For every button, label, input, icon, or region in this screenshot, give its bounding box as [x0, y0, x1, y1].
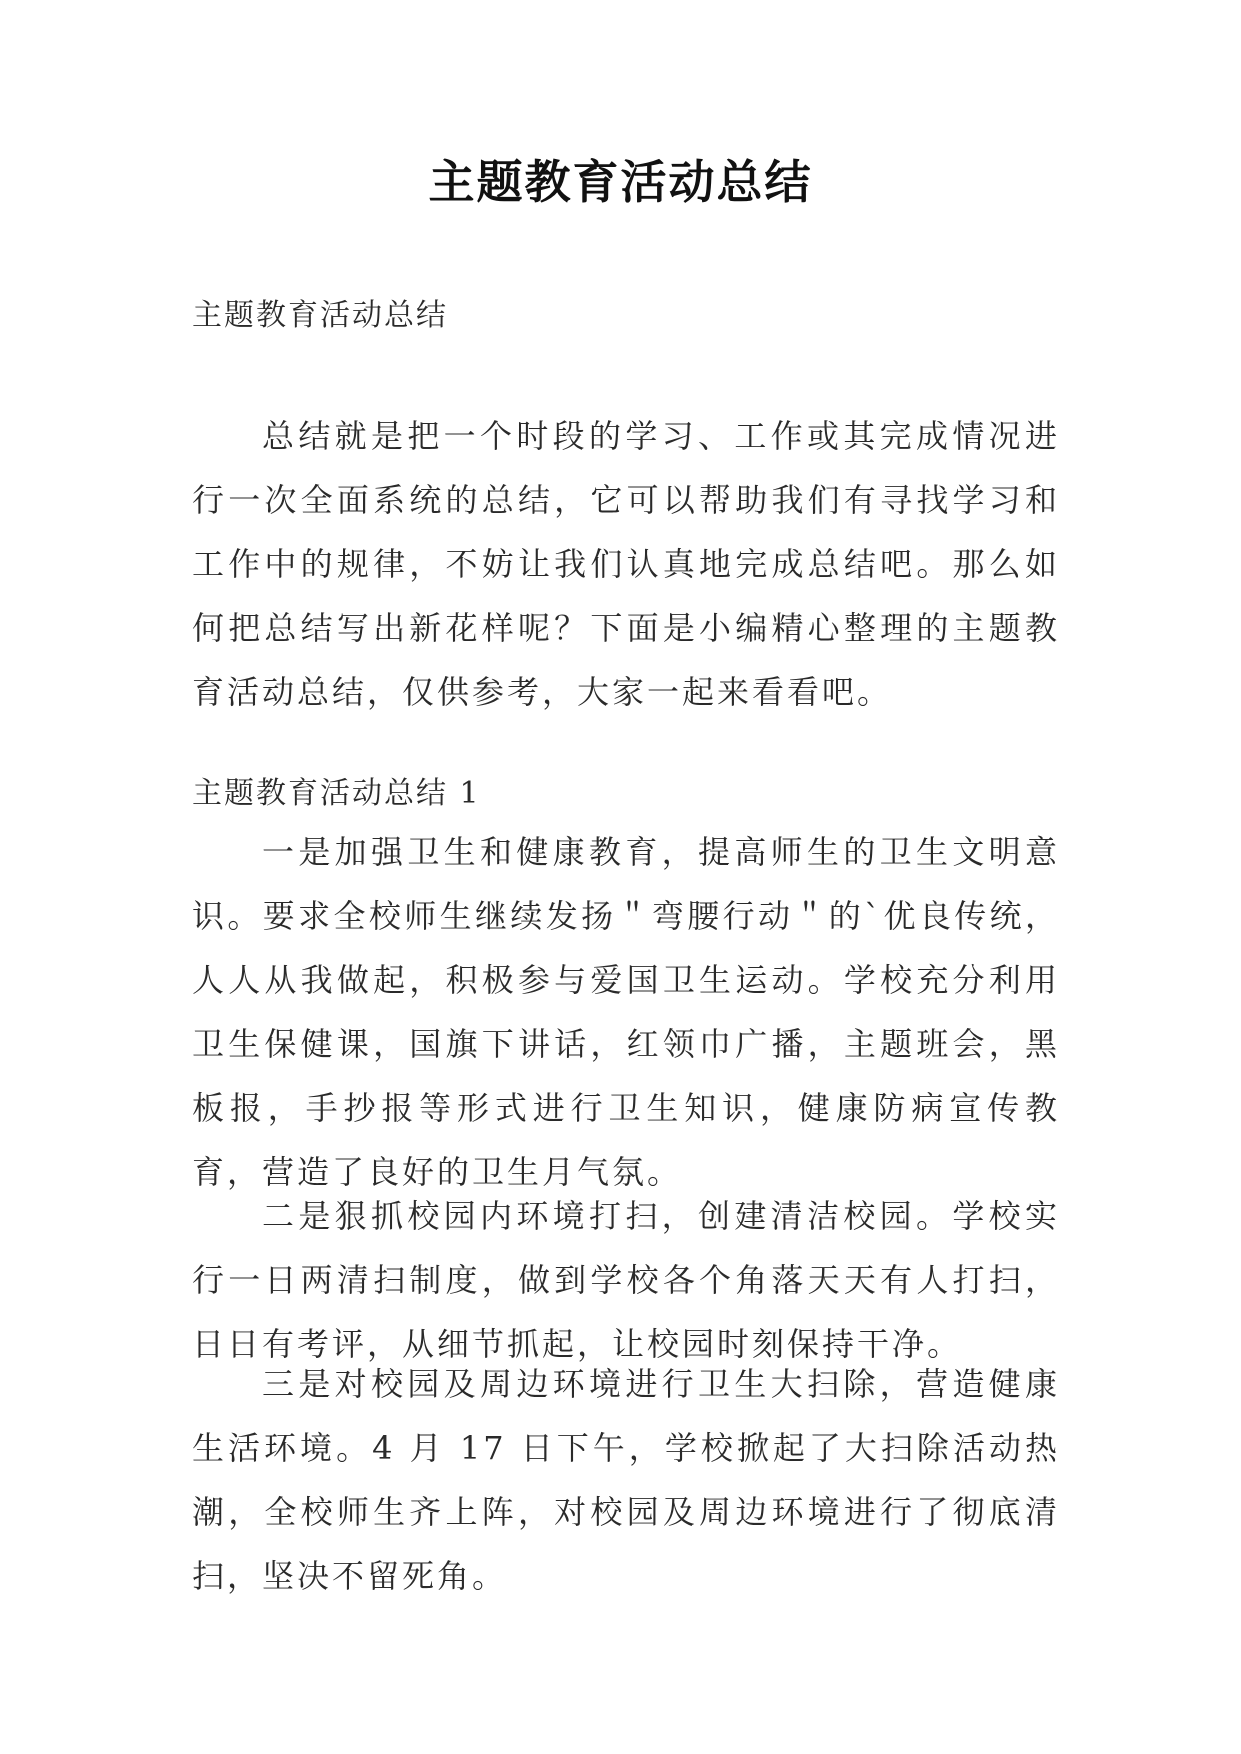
section-paragraph-2: 二是狠抓校园内环境打扫，创建清洁校园。学校实行一日两清扫制度，做到学校各个角落天天有人打扫，日日有考评，从细节抓起，让校园时刻保持干净。: [192, 1197, 1060, 1363]
document-subtitle: 主题教育活动总结: [192, 298, 448, 333]
section-paragraph-3: 三是对校园及周边环境进行卫生大扫除，营造健康生活环境。4 月 17 日下午，学校掀起了大扫除活动热潮，全校师生齐上阵，对校园及周边环境进行了彻底清扫，坚决不留死角。: [192, 1365, 1060, 1595]
section-paragraph-1: 一是加强卫生和健康教育，提高师生的卫生文明意识。要求全校师生继续发扬＂弯腰行动＂的`优良传统，人人从我做起，积极参与爱国卫生运动。学校充分利用卫生保健课，国旗下讲话，红领巾广播，主题班会，黑板报，手抄报等形式进行卫生知识，健康防病宣传教育，营造了良好的卫生月气氛。: [192, 833, 1060, 1191]
document-title: 主题教育活动总结: [428, 155, 813, 209]
section-heading: 主题教育活动总结 1: [192, 776, 481, 811]
intro-paragraph: 总结就是把一个时段的学习、工作或其完成情况进行一次全面系统的总结，它可以帮助我们有寻找学习和工作中的规律，不妨让我们认真地完成总结吧。那么如何把总结写出新花样呢？下面是小编精心整理的主题教育活动总结，仅供参考，大家一起来看看吧。: [192, 417, 1060, 711]
